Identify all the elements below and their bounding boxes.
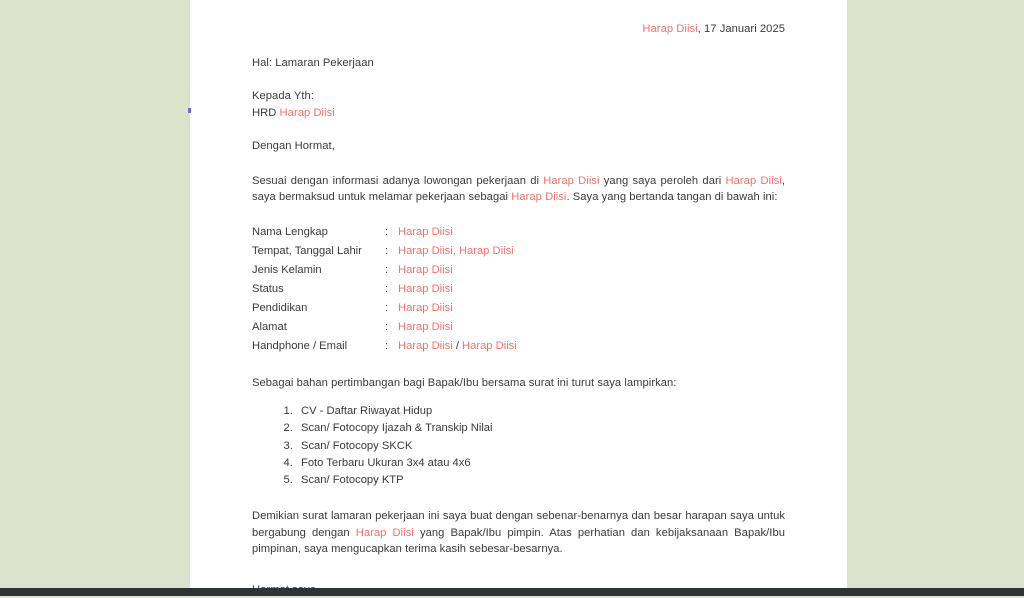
closing-part-2: yang Bapak/Ibu pimpin. Atas perhatian dan kebijaksanaan Bapak/Ibu pimpinan, saya mengucapkan terima kasih sebesar-besarnya. — [252, 526, 785, 556]
field-value[interactable] — [398, 261, 517, 280]
closing-company-placeholder: Harap Diisi — [355, 526, 414, 539]
recipient-block — [252, 88, 785, 121]
field-row — [252, 337, 517, 356]
field-value-placeholder[interactable]: Harap Diisi — [398, 301, 453, 314]
field-row — [252, 223, 517, 242]
field-value-placeholder[interactable]: Harap Diisi — [398, 320, 453, 333]
field-label: Tempat, Tanggal Lahir — [252, 244, 362, 257]
field-colon: : — [385, 225, 389, 238]
field-value[interactable] — [398, 280, 517, 299]
field-colon: : — [385, 339, 389, 352]
field-label: Pendidikan — [252, 301, 308, 314]
attachments-list — [252, 403, 785, 489]
field-value-placeholder[interactable]: Harap Diisi — [462, 339, 517, 352]
field-label: Nama Lengkap — [252, 225, 328, 238]
page-edge-cursor-marker — [188, 108, 191, 113]
field-colon: : — [385, 320, 389, 333]
recipient-hrd-label: HRD — [252, 106, 280, 119]
intro-part-1: Sesuai dengan informasi adanya lowongan pekerjaan di — [252, 174, 544, 187]
field-value-placeholder[interactable]: Harap Diisi — [398, 282, 453, 295]
bottom-bar — [0, 588, 1024, 596]
date-separator: , — [697, 23, 704, 35]
field-value[interactable] — [398, 223, 517, 242]
recipient-company-placeholder: Harap Diisi — [279, 106, 335, 119]
document-body — [252, 0, 785, 598]
field-value-placeholder[interactable]: Harap Diisi — [458, 244, 514, 257]
recipient-line-1: Kepada Yth: — [252, 90, 314, 102]
field-value[interactable] — [398, 242, 517, 261]
intro-part-2: yang saya peroleh dari — [599, 174, 726, 187]
intro-position-placeholder: Harap Diisi — [543, 174, 600, 187]
field-colon: : — [385, 282, 389, 295]
greeting-line: Dengan Hormat, — [252, 140, 335, 152]
field-value-placeholder[interactable]: Harap Diisi — [398, 225, 453, 238]
field-row — [252, 299, 517, 318]
applicant-fields-table — [252, 223, 517, 356]
field-row — [252, 280, 517, 299]
attachments-intro: Sebagai bahan pertimbangan bagi Bapak/Ibu bersama surat ini turut saya lampirkan: — [252, 376, 677, 389]
field-value-placeholder[interactable]: Harap Diisi — [398, 244, 453, 257]
field-row — [252, 318, 517, 337]
attachment-item: 1. CV - Daftar Riwayat Hidup — [296, 403, 785, 420]
field-label: Status — [252, 282, 284, 295]
closing-part-1: Demikian surat lamaran pekerjaan ini saya buat dengan sebenar-benarnya dan besar harapan saya untuk bergabung dengan — [252, 510, 785, 539]
date-line — [252, 21, 785, 38]
intro-paragraph — [252, 173, 785, 206]
applicant-fields-body — [252, 223, 517, 356]
document-page — [190, 0, 847, 588]
date-value: 17 Januari 2025 — [704, 23, 785, 35]
field-row — [252, 261, 517, 280]
date-place-placeholder: Harap Diisi — [642, 23, 698, 35]
field-value-placeholder[interactable]: Harap Diisi — [398, 263, 453, 276]
field-value[interactable] — [398, 318, 517, 337]
field-colon: : — [385, 301, 389, 314]
intro-part-4: . Saya yang bertanda tangan di bawah ini: — [566, 191, 778, 203]
attachment-item: 4. Foto Terbaru Ukuran 3x4 atau 4x6 — [296, 455, 785, 472]
field-colon: : — [385, 263, 389, 276]
field-value[interactable] — [398, 299, 517, 318]
attachment-item: 3. Scan/ Fotocopy SKCK — [296, 438, 785, 455]
recipient-line-2 — [252, 105, 785, 122]
intro-source-placeholder: Harap Diisi — [725, 174, 782, 187]
field-value[interactable] — [398, 337, 517, 356]
intro-role-placeholder: Harap Diisi — [511, 191, 567, 203]
field-label: Handphone / Email — [252, 339, 348, 352]
field-label: Alamat — [252, 320, 287, 333]
closing-paragraph — [252, 508, 785, 558]
field-value-placeholder[interactable]: Harap Diisi — [398, 339, 453, 352]
field-row — [252, 242, 517, 261]
subject-line: Hal: Lamaran Pekerjaan — [252, 56, 374, 69]
intro-part-3: , saya bermaksud untuk melamar pekerjaan sebagai — [252, 174, 785, 203]
field-label: Jenis Kelamin — [252, 263, 322, 276]
field-value-separator: , — [452, 244, 459, 257]
attachment-item: 2. Scan/ Fotocopy Ijazah & Transkip Nilai — [296, 420, 785, 437]
attachment-item: 5. Scan/ Fotocopy KTP — [296, 472, 785, 489]
field-value-separator: / — [452, 339, 463, 352]
field-colon: : — [385, 244, 389, 257]
